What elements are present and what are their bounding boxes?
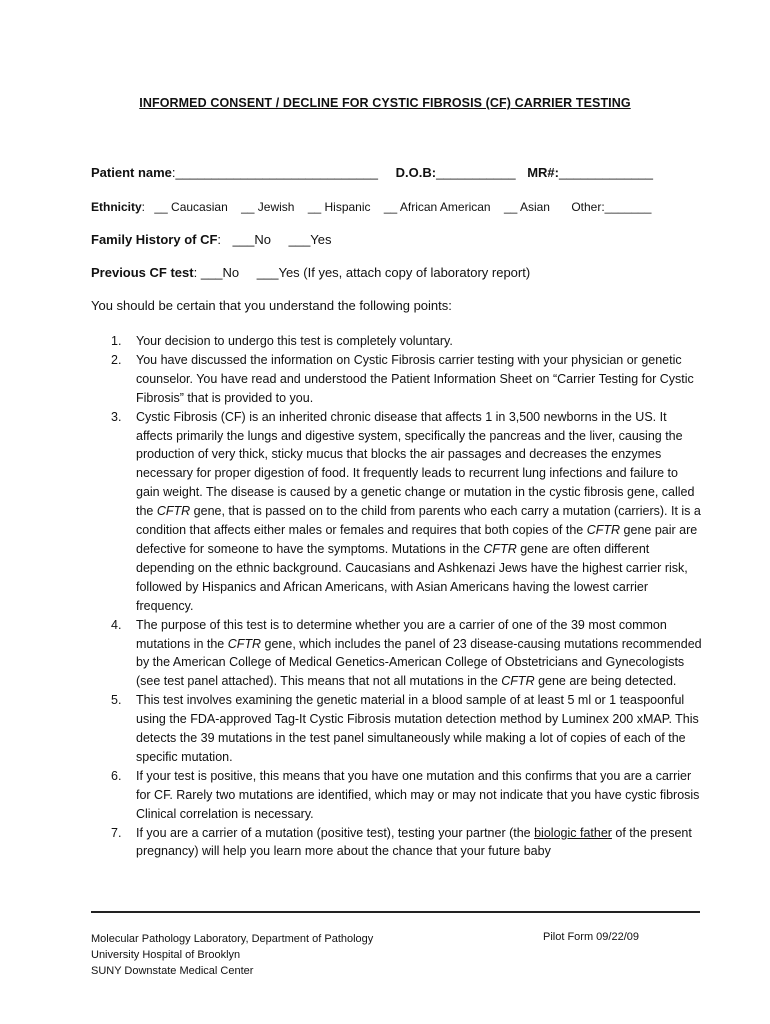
- ethnicity-row: [91, 200, 651, 214]
- text-segment: gene are being detected.: [534, 674, 677, 689]
- text-segment: gene pair are defective for someone to have the symptoms. Mutations in the: [136, 523, 698, 556]
- list-item-number: 4.: [111, 617, 122, 632]
- text-segment: Cystic Fibrosis (CF) is an inherited chronic disease that affects 1 in 3,500 newborns in the US. It affects primarily the lungs and digestive system, specifically the pancreas and the liver, causing the production of very thick, sticky mucus that blocks the air passages and decreases the enzymes necessary for proper digestion of food. It frequently leads to recurrent lung infections and failure to gain weight. The disease is caused by a genetic change or mutation in the cystic fibrosis gene, called the: [136, 409, 695, 519]
- consent-points-list: [91, 332, 703, 861]
- list-item: [91, 408, 703, 616]
- text-segment: of the present pregnancy) will help you learn more about the chance that your future baby: [136, 825, 692, 859]
- footer-line-center: SUNY Downstate Medical Center: [91, 965, 254, 977]
- text-segment: gene, which includes the panel of 23 disease-causing mutations recommended by the American College of Medical Genetics-American College of Obstetricians and Gynecologists (see test panel attached). This means that not all mutations in the: [136, 636, 702, 689]
- text-segment: The purpose of this test is to determine whether you are a carrier of one of the 39 most common mutations in the: [136, 617, 667, 651]
- ethnicity-colon: :: [141, 200, 146, 214]
- footer-divider: [91, 911, 700, 913]
- ethnicity-label: Ethnicity: [91, 200, 142, 214]
- intro-text: You should be certain that you understand the following points:: [91, 298, 452, 313]
- form-version: Pilot Form 09/22/09: [543, 931, 639, 943]
- list-item: [91, 767, 703, 824]
- patient-info-row: [91, 165, 653, 180]
- ethnicity-option-hispanic[interactable]: __ Hispanic: [307, 200, 371, 214]
- previous-test-yes[interactable]: ___Yes (If yes, attach copy of laboratory report): [256, 265, 531, 280]
- list-item-text: You have discussed the information on Cystic Fibrosis carrier testing with your physician or genetic counselor. You have read and understood the Patient Information Sheet on “Carrier Testing for Cystic Fibrosis” that is provided to you.: [136, 352, 694, 405]
- ethnicity-option-caucasian[interactable]: __ Caucasian: [154, 200, 228, 214]
- footer-address: [91, 931, 373, 979]
- text-segment: gene are often different depending on the ethnic background. Caucasians and Ashkenazi Jews have the highest carrier risk, followed by Hispanics and African Americans, with Asian Americans having the lowest carrier frequency.: [136, 541, 688, 613]
- list-item: [91, 824, 703, 862]
- list-item: [91, 351, 703, 408]
- family-history-row: [91, 232, 332, 247]
- gene-name: CFTR: [586, 523, 621, 538]
- dob-field[interactable]: ___________: [436, 165, 516, 180]
- list-item: [91, 616, 703, 692]
- previous-test-row: [91, 265, 530, 280]
- ethnicity-option-jewish[interactable]: __ Jewish: [241, 200, 295, 214]
- previous-test-colon: :: [193, 265, 198, 280]
- list-item-number: 3.: [111, 409, 122, 424]
- list-item-number: 5.: [111, 693, 122, 708]
- ethnicity-option-asian[interactable]: __ Asian: [503, 200, 550, 214]
- text-segment: gene, that is passed on to the child from parents who each carry a mutation (carriers). It is a condition that affects either males or females and requires that both copies of the: [136, 504, 701, 538]
- text-segment: If you are a carrier of a mutation (positive test), testing your partner (the: [136, 825, 535, 840]
- previous-test-no[interactable]: ___No: [200, 265, 240, 280]
- patient-name-field[interactable]: :____________________________: [171, 165, 378, 180]
- underlined-term: biologic father: [534, 825, 612, 840]
- gene-name: CFTR: [483, 541, 517, 556]
- mr-field[interactable]: _____________: [559, 165, 653, 180]
- ethnicity-option-other[interactable]: Other:_______: [571, 200, 652, 214]
- family-history-colon: :: [217, 232, 222, 247]
- list-item: [91, 332, 703, 351]
- family-history-yes[interactable]: ___Yes: [288, 232, 332, 247]
- dob-label: D.O.B:: [395, 165, 437, 180]
- family-history-label: Family History of CF: [91, 232, 218, 247]
- list-item-text: This test involves examining the genetic material in a blood sample of at least 5 ml or 1 teaspoonful using the FDA-approved Tag-It Cystic Fibrosis mutation detection method by Luminex 200 xMAP. This detects the 39 mutations in the test panel simultaneously while making a lot of copies of each of the specific mutation.: [136, 693, 699, 764]
- list-item-text: [136, 618, 702, 689]
- gene-name: CFTR: [156, 504, 191, 519]
- list-item-text: Your decision to undergo this test is completely voluntary.: [136, 334, 453, 348]
- list-item: [91, 691, 703, 767]
- footer-line-department: Molecular Pathology Laboratory, Department of Pathology: [91, 933, 374, 945]
- gene-name: CFTR: [501, 674, 535, 689]
- form-title: INFORMED CONSENT / DECLINE FOR CYSTIC FIBROSIS (CF) CARRIER TESTING: [139, 96, 631, 110]
- patient-name-label: Patient name: [91, 165, 172, 180]
- list-item-text: [136, 410, 701, 613]
- list-item-number: 6.: [111, 768, 122, 783]
- ethnicity-option-african-american[interactable]: __ African American: [383, 200, 491, 214]
- family-history-no[interactable]: ___No: [232, 232, 271, 247]
- list-item-text: If your test is positive, this means that you have one mutation and this confirms that you are a carrier for CF. Rarely two mutations are identified, which may or may not indicate that you have cystic fibrosis Clinical correlation is necessary.: [136, 768, 700, 821]
- list-item-number: 7.: [111, 825, 122, 840]
- gene-name: CFTR: [227, 636, 262, 651]
- list-item-text: [136, 826, 692, 859]
- mr-label: MR#:: [527, 165, 559, 180]
- previous-test-label: Previous CF test: [91, 265, 194, 280]
- list-item-number: 1.: [111, 334, 122, 348]
- list-item-number: 2.: [111, 352, 122, 367]
- footer-line-hospital: University Hospital of Brooklyn: [91, 949, 241, 961]
